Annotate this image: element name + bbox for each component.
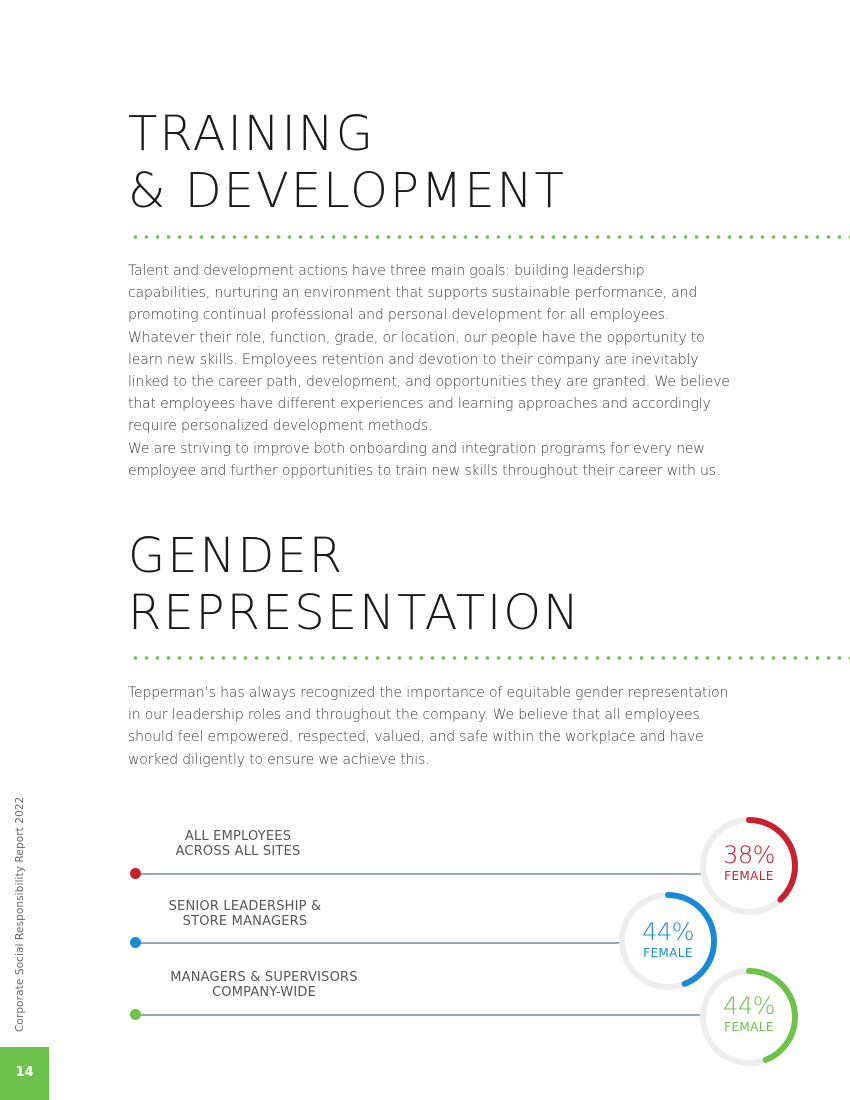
report-title-vertical: Corporate Social Responsibility Report 2022 xyxy=(14,796,26,1032)
row-dot-all-employees xyxy=(130,868,141,879)
gauge-percent: 44% xyxy=(723,992,775,1020)
training-body xyxy=(128,260,798,482)
training-body-line: capabilities, nurturing an environment that supports sustainable performance, and xyxy=(128,285,698,302)
gender-heading xyxy=(128,528,581,642)
gender-heading-line1: GENDER xyxy=(128,528,345,584)
training-body-line: learn new skills. Employees retention and devotion to their company are inevitably xyxy=(128,351,699,368)
page-number-box xyxy=(0,1047,49,1100)
page-number: 14 xyxy=(15,1065,34,1080)
gauge-percent: 38% xyxy=(723,841,775,869)
row-line-all-employees xyxy=(136,873,706,875)
row-label-senior-leadership xyxy=(115,899,375,929)
gender-body-line: in our leadership roles and throughout the company. We believe that all employees xyxy=(128,707,700,724)
row-label-line1: ALL EMPLOYEES xyxy=(184,829,292,844)
gender-heading-line2: REPRESENTATION xyxy=(128,585,581,641)
training-body-line: that employees have different experiences and learning approaches and accordingly xyxy=(128,396,711,413)
training-body-line: linked to the career path, development, and opportunities they are granted. We believe xyxy=(128,374,730,391)
gender-divider xyxy=(130,656,850,660)
row-label-all-employees xyxy=(108,829,368,859)
training-body-line: require personalized development methods. xyxy=(128,418,433,435)
gauge-caption: FEMALE xyxy=(643,946,693,960)
row-label-line2: COMPANY-WIDE xyxy=(211,985,317,1000)
row-label-line2: STORE MANAGERS xyxy=(182,914,308,929)
row-line-managers-supervisors xyxy=(136,1014,706,1016)
training-heading xyxy=(128,106,566,220)
gauge-managers-supervisors xyxy=(697,965,801,1069)
training-body-line: promoting continual professional and personal development for all employees. xyxy=(128,307,670,324)
gauge-caption: FEMALE xyxy=(724,1020,774,1034)
row-dot-senior-leadership xyxy=(130,937,141,948)
training-body-line: We are striving to improve both onboarding and integration programs for every new xyxy=(128,440,705,457)
gauge-caption: FEMALE xyxy=(724,869,774,883)
row-line-senior-leadership xyxy=(136,942,626,944)
gender-body-line: Tepperman’s has always recognized the importance of equitable gender representation xyxy=(128,685,729,701)
row-label-line1: SENIOR LEADERSHIP & xyxy=(168,899,322,914)
training-body-line: Talent and development actions have three main goals: building leadership xyxy=(128,263,645,279)
row-label-line1: MANAGERS & SUPERVISORS xyxy=(170,970,358,985)
gender-body-line: should feel empowered, respected, valued, and safe within the workplace and have xyxy=(128,729,704,746)
training-heading-line1: TRAINING xyxy=(128,106,375,162)
gender-body-line: worked diligently to ensure we achieve this. xyxy=(128,751,430,768)
row-dot-managers-supervisors xyxy=(130,1009,141,1020)
training-divider xyxy=(130,235,850,239)
row-label-line2: ACROSS ALL SITES xyxy=(175,844,301,859)
training-heading-line2: & DEVELOPMENT xyxy=(128,163,566,219)
gender-body xyxy=(128,682,798,771)
training-body-line: employee and further opportunities to train new skills throughout their career with us. xyxy=(128,462,721,479)
gauge-percent: 44% xyxy=(642,918,694,946)
training-body-line: Whatever their role, function, grade, or location, our people have the opportunity to xyxy=(128,329,705,346)
row-label-managers-supervisors xyxy=(134,970,394,1000)
